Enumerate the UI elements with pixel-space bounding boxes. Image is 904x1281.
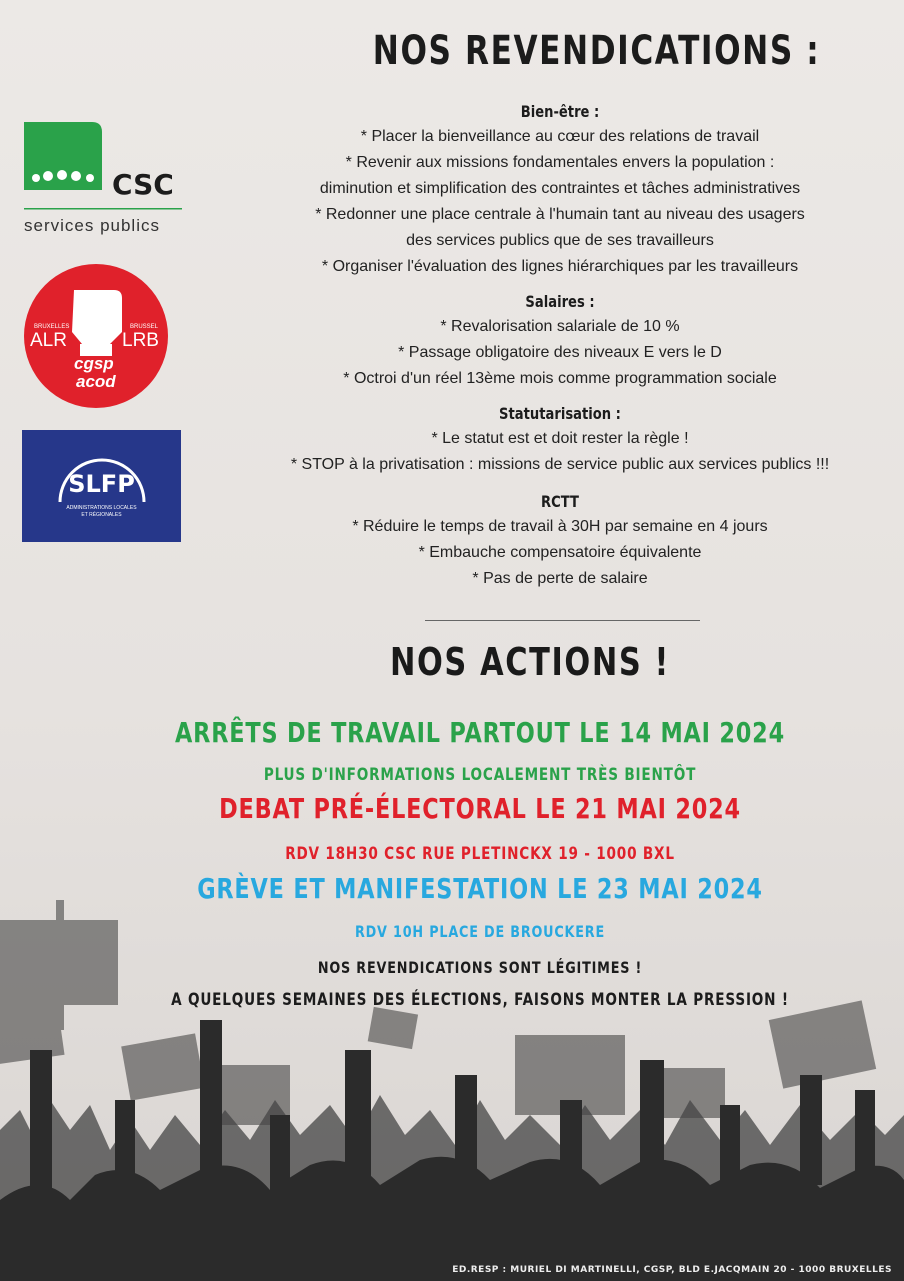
footer-editor: ED.RESP : MURIEL DI MARTINELLI, CGSP, BLD E.JACQMAIN 20 - 1000 BRUXELLES <box>452 1265 892 1275</box>
section-line: * Placer la bienveillance au cœur des relations de travail <box>360 128 760 145</box>
section-line: * Revenir aux missions fondamentales envers la population : <box>345 154 775 171</box>
alr-label-bruxelles: BRUXELLES <box>34 324 70 330</box>
section-line: diminution et simplification des contraintes et tâches administratives <box>319 180 801 197</box>
section-line: des services publics que de ses travailleurs <box>406 232 714 249</box>
section-salaires <box>230 290 890 392</box>
section-line: * Organiser l'évaluation des lignes hiérarchiques par les travailleurs <box>321 258 799 275</box>
csc-logo <box>22 120 187 240</box>
section-line: * Pas de perte de salaire <box>472 570 648 587</box>
page-title: NOS REVENDICATIONS : <box>372 28 821 74</box>
actions-title: NOS ACTIONS ! <box>389 640 671 684</box>
slfp-logo-sub1: ADMINISTRATIONS LOCALES <box>66 505 137 511</box>
section-line: * Réduire le temps de travail à 30H par semaine en 4 jours <box>352 518 768 535</box>
csc-logo-subtitle: services publics <box>24 216 160 235</box>
section-line: * Revalorisation salariale de 10 % <box>440 318 680 335</box>
slfp-logo-sub2: ET RÉGIONALES <box>81 512 122 518</box>
alr-label-left: ALR <box>30 330 67 351</box>
divider <box>425 620 700 621</box>
alr-label-cgsp: cgsp <box>74 354 114 373</box>
slfp-logo-text: SLFP <box>68 470 135 498</box>
section-heading: RCTT <box>541 492 579 511</box>
section-line: * Redonner une place centrale à l'humain tant au niveau des usagers <box>315 206 805 223</box>
section-line: * Passage obligatoire des niveaux E vers le D <box>398 344 722 361</box>
cgsp-alr-logo <box>22 262 170 410</box>
section-line: * Le statut est et doit rester la règle ! <box>431 430 689 447</box>
section-heading: Bien-être : <box>520 102 600 121</box>
action-2-sub: RDV 18H30 CSC RUE PLETINCKX 19 - 1000 BXL <box>285 844 675 864</box>
alr-label-brussel: BRUSSEL <box>130 324 159 330</box>
action-3-main: GRÈVE ET MANIFESTATION LE 23 MAI 2024 <box>197 872 763 905</box>
closing-line-1: NOS REVENDICATIONS SONT LÉGITIMES ! <box>317 958 643 977</box>
csc-logo-text: CSC <box>112 168 174 201</box>
slfp-logo <box>22 430 181 542</box>
closing-line-2: A QUELQUES SEMAINES DES ÉLECTIONS, FAISONS MONTER LA PRESSION ! <box>171 990 789 1010</box>
alr-label-right: LRB <box>122 330 159 351</box>
section-line: * STOP à la privatisation : missions de service public aux services publics !!! <box>290 456 830 473</box>
action-1-sub: PLUS D'INFORMATIONS LOCALEMENT TRÈS BIENTÔT <box>263 765 697 785</box>
action-2-main: DEBAT PRÉ-ÉLECTORAL LE 21 MAI 2024 <box>219 792 741 825</box>
action-1-main: ARRÊTS DE TRAVAIL PARTOUT LE 14 MAI 2024 <box>175 716 785 749</box>
section-line: * Octroi d'un réel 13ème mois comme programmation sociale <box>343 370 777 387</box>
section-line: * Embauche compensatoire équivalente <box>418 544 702 561</box>
section-bien-etre <box>230 100 890 280</box>
section-rctt <box>230 490 890 592</box>
action-3-sub: RDV 10H PLACE DE BROUCKERE <box>354 922 606 941</box>
section-heading: Statutarisation : <box>499 404 621 423</box>
section-statutarisation <box>230 402 890 478</box>
alr-label-acod: acod <box>76 372 116 391</box>
section-heading: Salaires : <box>525 292 595 311</box>
